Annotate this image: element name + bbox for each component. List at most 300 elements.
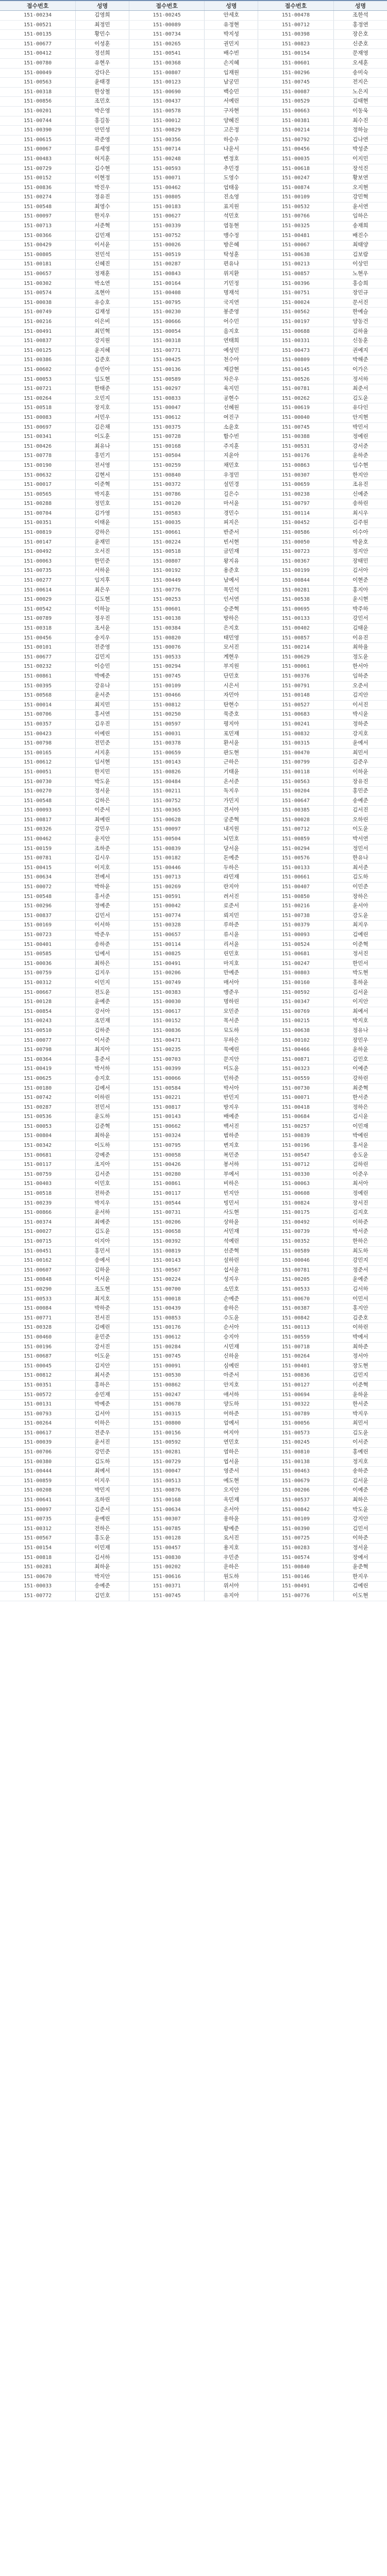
name-cell: 단민호 bbox=[205, 671, 258, 681]
name-cell: 조유진 bbox=[333, 480, 387, 490]
name-cell: 윤서준 bbox=[76, 691, 129, 701]
registration-number-cell: 151-00862 bbox=[129, 1380, 205, 1390]
table-row bbox=[0, 202, 387, 212]
name-cell: 위지환 bbox=[205, 269, 258, 279]
name-cell: 문서진 bbox=[333, 298, 387, 308]
registration-number-cell: 151-00165 bbox=[0, 748, 76, 758]
registration-number-cell: 151-00192 bbox=[129, 566, 205, 576]
registration-number-cell: 151-00697 bbox=[0, 422, 76, 432]
name-cell: 봉준영 bbox=[205, 308, 258, 317]
table-row bbox=[0, 384, 387, 394]
registration-number-cell: 151-00224 bbox=[129, 537, 205, 547]
name-cell: 묵준호 bbox=[205, 710, 258, 720]
registration-number-cell: 151-00712 bbox=[258, 825, 334, 835]
name-cell: 위서아 bbox=[205, 1582, 258, 1591]
name-cell: 송지우 bbox=[76, 633, 129, 643]
table-row bbox=[0, 317, 387, 327]
registration-number-cell: 151-00492 bbox=[0, 547, 76, 557]
name-cell: 임지후 bbox=[76, 576, 129, 586]
table-row bbox=[0, 758, 387, 768]
table-row bbox=[0, 633, 387, 643]
name-cell: 기태윤 bbox=[205, 767, 258, 777]
name-cell: 홍준서 bbox=[76, 1055, 129, 1064]
registration-number-cell: 151-00785 bbox=[129, 1524, 205, 1534]
registration-number-cell: 151-00376 bbox=[258, 671, 334, 681]
name-cell: 전민석 bbox=[76, 250, 129, 260]
name-cell: 신예준 bbox=[333, 489, 387, 499]
name-cell: 서지훈 bbox=[76, 748, 129, 758]
name-cell: 박지호 bbox=[333, 1016, 387, 1026]
registration-number-cell: 151-00425 bbox=[129, 355, 205, 365]
table-row bbox=[0, 892, 387, 902]
name-cell: 이지호 bbox=[76, 863, 129, 873]
name-cell: 김서진 bbox=[333, 806, 387, 816]
name-cell: 포민재 bbox=[205, 729, 258, 739]
table-row bbox=[0, 1227, 387, 1237]
name-cell: 복민준 bbox=[205, 1150, 258, 1160]
name-cell: 김태현 bbox=[333, 97, 387, 107]
name-cell: 목서준 bbox=[205, 1016, 258, 1026]
registration-number-cell: 151-00451 bbox=[0, 1246, 76, 1256]
name-cell: 유정현 bbox=[205, 20, 258, 30]
table-row bbox=[0, 719, 387, 729]
name-cell: 송하준 bbox=[333, 1467, 387, 1477]
registration-number-cell: 151-00024 bbox=[258, 298, 334, 308]
name-cell: 묵예린 bbox=[205, 1045, 258, 1055]
name-cell: 소윤호 bbox=[205, 422, 258, 432]
registration-number-cell: 151-00778 bbox=[0, 451, 76, 461]
registration-number-cell: 151-00839 bbox=[258, 1131, 334, 1141]
registration-number-cell: 151-00040 bbox=[258, 413, 334, 422]
name-cell: 김예린 bbox=[333, 1582, 387, 1591]
name-cell: 정선희 bbox=[76, 49, 129, 59]
registration-number-cell: 151-00101 bbox=[0, 643, 76, 653]
table-row bbox=[0, 1572, 387, 1582]
name-cell: 기민정 bbox=[205, 279, 258, 289]
registration-number-cell: 151-00839 bbox=[129, 844, 205, 854]
name-cell: 조민호 bbox=[76, 97, 129, 107]
registration-number-cell: 151-00735 bbox=[0, 566, 76, 576]
table-row bbox=[0, 509, 387, 518]
name-cell: 우민준 bbox=[205, 1553, 258, 1563]
name-cell: 전준우 bbox=[76, 1428, 129, 1438]
registration-number-cell: 151-00548 bbox=[0, 202, 76, 212]
name-cell: 용지호 bbox=[205, 1544, 258, 1553]
registration-number-cell: 151-00403 bbox=[0, 1179, 76, 1189]
registration-number-cell: 151-00114 bbox=[258, 509, 334, 518]
table-row bbox=[0, 1237, 387, 1247]
name-cell: 요서진 bbox=[205, 1534, 258, 1544]
name-cell: 추민경 bbox=[205, 164, 258, 174]
table-row bbox=[0, 863, 387, 873]
registration-number-cell: 151-00684 bbox=[258, 1112, 334, 1122]
registration-number-cell: 151-00102 bbox=[258, 1036, 334, 1045]
registration-number-cell: 151-00159 bbox=[0, 844, 76, 854]
registration-number-cell: 151-00199 bbox=[258, 566, 334, 576]
registration-number-cell: 151-00572 bbox=[0, 1390, 76, 1400]
registration-number-cell: 151-00206 bbox=[129, 969, 205, 978]
name-cell: 최서아 bbox=[333, 1179, 387, 1189]
registration-number-cell: 151-00026 bbox=[129, 241, 205, 250]
table-row bbox=[0, 451, 387, 461]
name-cell: 윤예서 bbox=[333, 739, 387, 749]
name-cell: 윤예준 bbox=[333, 1275, 387, 1285]
name-cell: 뢰지민 bbox=[205, 911, 258, 921]
registration-number-cell: 151-00331 bbox=[258, 336, 334, 346]
table-row bbox=[0, 729, 387, 739]
registration-number-cell: 151-00143 bbox=[129, 1112, 205, 1122]
name-cell: 임하준 bbox=[333, 671, 387, 681]
name-cell: 강하린 bbox=[333, 1074, 387, 1083]
registration-number-cell: 151-00325 bbox=[258, 222, 334, 231]
registration-number-cell: 151-00449 bbox=[129, 576, 205, 586]
name-cell: 성지우 bbox=[205, 1275, 258, 1285]
registration-number-cell: 151-00612 bbox=[0, 758, 76, 768]
registration-number-cell: 151-00318 bbox=[0, 87, 76, 97]
registration-number-cell: 151-00634 bbox=[129, 1505, 205, 1515]
name-cell: 김지호 bbox=[333, 1208, 387, 1218]
table-row bbox=[0, 470, 387, 480]
name-cell: 마서윤 bbox=[205, 499, 258, 509]
registration-number-cell: 151-00241 bbox=[258, 719, 334, 729]
header-registration-number: 접수번호 bbox=[129, 1, 205, 11]
registration-number-cell: 151-00028 bbox=[258, 815, 334, 825]
table-row bbox=[0, 39, 387, 49]
registration-number-cell: 151-00859 bbox=[258, 835, 334, 844]
registration-number-cell: 151-00460 bbox=[0, 1332, 76, 1342]
name-cell: 방지우 bbox=[205, 1103, 258, 1112]
name-cell: 한지안 bbox=[333, 470, 387, 480]
table-row bbox=[0, 403, 387, 413]
registration-number-cell: 151-00861 bbox=[129, 1179, 205, 1189]
name-cell: 유현우 bbox=[76, 58, 129, 68]
registration-number-cell: 151-00548 bbox=[0, 796, 76, 806]
name-cell: 오지안 bbox=[205, 1486, 258, 1496]
table-row bbox=[0, 671, 387, 681]
name-cell: 김서윤 bbox=[333, 988, 387, 997]
registration-number-cell: 151-00677 bbox=[0, 652, 76, 662]
name-cell: 이서진 bbox=[333, 700, 387, 710]
name-cell: 최준서 bbox=[333, 384, 387, 394]
name-cell: 최지민 bbox=[76, 700, 129, 710]
registration-number-cell: 151-00270 bbox=[0, 787, 76, 796]
table-row bbox=[0, 183, 387, 193]
registration-number-cell: 151-00418 bbox=[258, 1103, 334, 1112]
name-cell: 엄태웅 bbox=[205, 183, 258, 193]
table-row bbox=[0, 662, 387, 672]
registration-number-cell: 151-00573 bbox=[258, 1428, 334, 1438]
registration-number-cell: 151-00483 bbox=[0, 154, 76, 164]
name-cell: 김하은 bbox=[76, 796, 129, 806]
name-cell: 박예린 bbox=[333, 1131, 387, 1141]
registration-number-cell: 151-00318 bbox=[0, 624, 76, 634]
table-row bbox=[0, 978, 387, 988]
name-cell: 수도윤 bbox=[205, 1313, 258, 1323]
name-cell: 이서준 bbox=[333, 1438, 387, 1448]
name-cell: 정민호 bbox=[76, 499, 129, 509]
name-cell: 양동건 bbox=[333, 317, 387, 327]
table-row bbox=[0, 796, 387, 806]
registration-number-cell: 151-00168 bbox=[129, 442, 205, 451]
registration-number-cell: 151-00395 bbox=[0, 681, 76, 691]
name-cell: 지윤아 bbox=[205, 451, 258, 461]
registration-number-cell: 151-00678 bbox=[129, 1400, 205, 1410]
registration-number-cell: 151-00123 bbox=[129, 78, 205, 88]
name-cell: 차은우 bbox=[205, 375, 258, 384]
registration-number-cell: 151-00795 bbox=[129, 1141, 205, 1151]
table-row bbox=[0, 844, 387, 854]
table-row bbox=[0, 1170, 387, 1179]
registration-number-cell: 151-00876 bbox=[129, 1486, 205, 1496]
registration-number-cell: 151-00627 bbox=[129, 212, 205, 222]
registration-number-cell: 151-00248 bbox=[129, 154, 205, 164]
registration-number-cell: 151-00259 bbox=[129, 461, 205, 470]
name-cell: 임재원 bbox=[205, 68, 258, 78]
registration-number-cell: 151-00224 bbox=[129, 1275, 205, 1285]
registration-number-cell: 151-00323 bbox=[258, 1064, 334, 1074]
name-cell: 운하은 bbox=[205, 1563, 258, 1572]
table-row bbox=[0, 58, 387, 68]
registration-number-cell: 151-00618 bbox=[258, 164, 334, 174]
name-cell: 경민수 bbox=[205, 509, 258, 518]
name-cell: 오지현 bbox=[333, 183, 387, 193]
name-cell: 윤민준 bbox=[76, 1332, 129, 1342]
name-cell: 무하은 bbox=[205, 1036, 258, 1045]
table-row bbox=[0, 566, 387, 576]
name-cell: 이승민 bbox=[76, 662, 129, 672]
table-row bbox=[0, 49, 387, 59]
registration-number-cell: 151-00541 bbox=[129, 49, 205, 59]
name-cell: 어하준 bbox=[205, 1409, 258, 1419]
name-cell: 마지호 bbox=[205, 959, 258, 969]
name-cell: 이민서 bbox=[333, 1294, 387, 1304]
registration-number-cell: 151-00481 bbox=[258, 231, 334, 241]
registration-number-cell: 151-00759 bbox=[0, 1170, 76, 1179]
registration-number-cell: 151-00307 bbox=[129, 1515, 205, 1524]
registration-number-cell: 151-00714 bbox=[129, 145, 205, 155]
registration-number-cell: 151-00703 bbox=[129, 1055, 205, 1064]
name-cell: 홍서윤 bbox=[333, 1141, 387, 1151]
name-cell: 김준혁 bbox=[76, 1122, 129, 1131]
table-row bbox=[0, 1371, 387, 1381]
registration-number-cell: 151-00547 bbox=[258, 1150, 334, 1160]
name-cell: 장하은 bbox=[333, 892, 387, 902]
registration-number-cell: 151-00568 bbox=[0, 691, 76, 701]
name-cell: 신동훈 bbox=[333, 336, 387, 346]
registration-number-cell: 151-00154 bbox=[258, 49, 334, 59]
table-body bbox=[0, 11, 387, 1601]
registration-number-cell: 151-00730 bbox=[0, 777, 76, 787]
registration-number-cell: 151-00312 bbox=[0, 1524, 76, 1534]
table-row bbox=[0, 1448, 387, 1458]
name-cell: 최하율 bbox=[333, 643, 387, 653]
table-row bbox=[0, 576, 387, 586]
registration-number-cell: 151-00371 bbox=[129, 1582, 205, 1591]
registration-number-cell: 151-00047 bbox=[129, 403, 205, 413]
name-cell: 정지호 bbox=[333, 1457, 387, 1467]
table-row bbox=[0, 1304, 387, 1314]
name-cell: 제갈현 bbox=[205, 365, 258, 375]
name-cell: 이현준 bbox=[333, 576, 387, 586]
registration-number-cell: 151-00456 bbox=[258, 145, 334, 155]
registration-number-cell: 151-00781 bbox=[258, 384, 334, 394]
name-cell: 예성민 bbox=[205, 346, 258, 355]
registration-number-cell: 151-00128 bbox=[0, 997, 76, 1007]
registration-number-cell: 151-00679 bbox=[258, 1476, 334, 1486]
table-row bbox=[0, 222, 387, 231]
table-row bbox=[0, 614, 387, 624]
table-row bbox=[0, 1074, 387, 1083]
name-cell: 백서진 bbox=[205, 1122, 258, 1131]
table-row bbox=[0, 1486, 387, 1496]
name-cell: 강지원 bbox=[76, 336, 129, 346]
registration-number-cell: 151-00491 bbox=[258, 1582, 334, 1591]
name-cell: 강민지 bbox=[333, 1256, 387, 1266]
name-cell: 윤하윤 bbox=[333, 1045, 387, 1055]
registration-number-cell: 151-00617 bbox=[0, 1428, 76, 1438]
table-row bbox=[0, 250, 387, 260]
registration-number-cell: 151-00056 bbox=[258, 1419, 334, 1429]
registration-number-cell: 151-00396 bbox=[258, 279, 334, 289]
name-cell: 안지호 bbox=[205, 1380, 258, 1390]
name-cell: 장지호 bbox=[76, 403, 129, 413]
registration-number-cell: 151-00423 bbox=[0, 729, 76, 739]
name-cell: 김하율 bbox=[333, 327, 387, 336]
name-cell: 김지우 bbox=[76, 969, 129, 978]
registration-number-cell: 151-00168 bbox=[129, 1496, 205, 1505]
name-cell: 미도윤 bbox=[205, 1064, 258, 1074]
registration-number-cell: 151-00138 bbox=[258, 1457, 334, 1467]
registration-number-cell: 151-00807 bbox=[129, 556, 205, 566]
registration-number-cell: 151-00315 bbox=[129, 1409, 205, 1419]
registration-number-cell: 151-00031 bbox=[129, 729, 205, 739]
registration-number-cell: 151-00296 bbox=[258, 68, 334, 78]
name-cell: 소민호 bbox=[205, 1284, 258, 1294]
registration-number-cell: 151-00154 bbox=[0, 1544, 76, 1553]
name-cell: 봉서하 bbox=[205, 1160, 258, 1170]
name-cell: 한하은 bbox=[333, 1237, 387, 1247]
table-row bbox=[0, 126, 387, 135]
table-row bbox=[0, 327, 387, 336]
name-cell: 이예준 bbox=[333, 1486, 387, 1496]
registration-number-cell: 151-00592 bbox=[129, 1438, 205, 1448]
name-cell: 김민지 bbox=[333, 1371, 387, 1381]
registration-number-cell: 151-00351 bbox=[0, 518, 76, 528]
table-row bbox=[0, 739, 387, 749]
registration-number-cell: 151-00053 bbox=[0, 375, 76, 384]
registration-number-cell: 151-00287 bbox=[129, 260, 205, 269]
registration-number-cell: 151-00264 bbox=[0, 394, 76, 403]
registration-number-cell: 151-00688 bbox=[258, 327, 334, 336]
name-cell: 김도현 bbox=[76, 595, 129, 605]
table-row bbox=[0, 585, 387, 595]
registration-number-cell: 151-00661 bbox=[258, 873, 334, 883]
registration-number-cell: 151-00820 bbox=[129, 633, 205, 643]
registration-number-cell: 151-00857 bbox=[258, 633, 334, 643]
registration-number-cell: 151-00533 bbox=[0, 1294, 76, 1304]
registration-number-cell: 151-00659 bbox=[258, 480, 334, 490]
name-cell: 염하은 bbox=[205, 1448, 258, 1458]
registration-number-cell: 151-00812 bbox=[0, 1371, 76, 1381]
name-cell: 조하린 bbox=[76, 1496, 129, 1505]
registration-number-cell: 151-00589 bbox=[129, 375, 205, 384]
registration-number-cell: 151-00196 bbox=[0, 1342, 76, 1352]
name-cell: 표지원 bbox=[205, 202, 258, 212]
name-cell: 박진우 bbox=[76, 183, 129, 193]
name-cell: 최지아 bbox=[76, 1045, 129, 1055]
name-cell: 김시우 bbox=[76, 854, 129, 863]
table-row bbox=[0, 652, 387, 662]
registration-number-cell: 151-00274 bbox=[0, 193, 76, 202]
name-cell: 장유진 bbox=[333, 777, 387, 787]
registration-number-cell: 151-00243 bbox=[0, 1016, 76, 1026]
table-row bbox=[0, 1323, 387, 1333]
table-row bbox=[0, 260, 387, 269]
name-cell: 왕예준 bbox=[205, 1524, 258, 1534]
name-cell: 빈지안 bbox=[205, 1189, 258, 1199]
name-cell: 반준서 bbox=[205, 528, 258, 538]
table-row bbox=[0, 806, 387, 816]
registration-number-cell: 151-00723 bbox=[258, 547, 334, 557]
name-cell: 이서하 bbox=[76, 921, 129, 930]
name-cell: 이민재 bbox=[76, 1544, 129, 1553]
table-row bbox=[0, 499, 387, 509]
table-row bbox=[0, 1265, 387, 1275]
registration-number-cell: 151-00342 bbox=[0, 1141, 76, 1151]
registration-number-cell: 151-00738 bbox=[258, 911, 334, 921]
name-cell: 윤지혜 bbox=[76, 346, 129, 355]
name-cell: 이하늘 bbox=[76, 604, 129, 614]
registration-number-cell: 151-00221 bbox=[129, 1093, 205, 1103]
registration-number-cell: 151-00856 bbox=[0, 97, 76, 107]
name-cell: 전민준 bbox=[76, 739, 129, 749]
name-cell: 이지우 bbox=[76, 1476, 129, 1486]
registration-number-cell: 151-00677 bbox=[0, 39, 76, 49]
name-cell: 김준우 bbox=[333, 758, 387, 768]
registration-number-cell: 151-00538 bbox=[258, 595, 334, 605]
name-cell: 강다은 bbox=[76, 68, 129, 78]
name-cell: 영준서 bbox=[205, 1467, 258, 1477]
name-cell: 주지훈 bbox=[205, 442, 258, 451]
registration-number-cell: 151-00694 bbox=[258, 1390, 334, 1400]
name-cell: 연민호 bbox=[205, 1438, 258, 1448]
table-row bbox=[0, 394, 387, 403]
table-row bbox=[0, 11, 387, 21]
table-row bbox=[0, 1083, 387, 1093]
registration-number-cell: 151-00235 bbox=[129, 1045, 205, 1055]
name-cell: 로준서 bbox=[205, 902, 258, 911]
table-row bbox=[0, 787, 387, 796]
name-cell: 임예서 bbox=[76, 950, 129, 959]
name-cell: 김민지 bbox=[76, 652, 129, 662]
table-row bbox=[0, 212, 387, 222]
registration-number-cell: 151-00017 bbox=[0, 480, 76, 490]
name-cell: 사도현 bbox=[205, 1208, 258, 1218]
name-cell: 이하은 bbox=[76, 1419, 129, 1429]
registration-number-cell: 151-00378 bbox=[129, 739, 205, 749]
name-cell: 홍정연 bbox=[333, 20, 387, 30]
name-cell: 노현우 bbox=[333, 269, 387, 279]
registration-number-cell: 151-00807 bbox=[129, 68, 205, 78]
table-row bbox=[0, 1496, 387, 1505]
name-cell: 전하준 bbox=[76, 1189, 129, 1199]
registration-number-cell: 151-00326 bbox=[0, 825, 76, 835]
name-cell: 정서윤 bbox=[333, 1544, 387, 1553]
registration-number-cell: 151-00752 bbox=[129, 796, 205, 806]
table-row bbox=[0, 1515, 387, 1524]
registration-number-cell: 151-00352 bbox=[258, 1237, 334, 1247]
registration-number-cell: 151-00429 bbox=[0, 241, 76, 250]
